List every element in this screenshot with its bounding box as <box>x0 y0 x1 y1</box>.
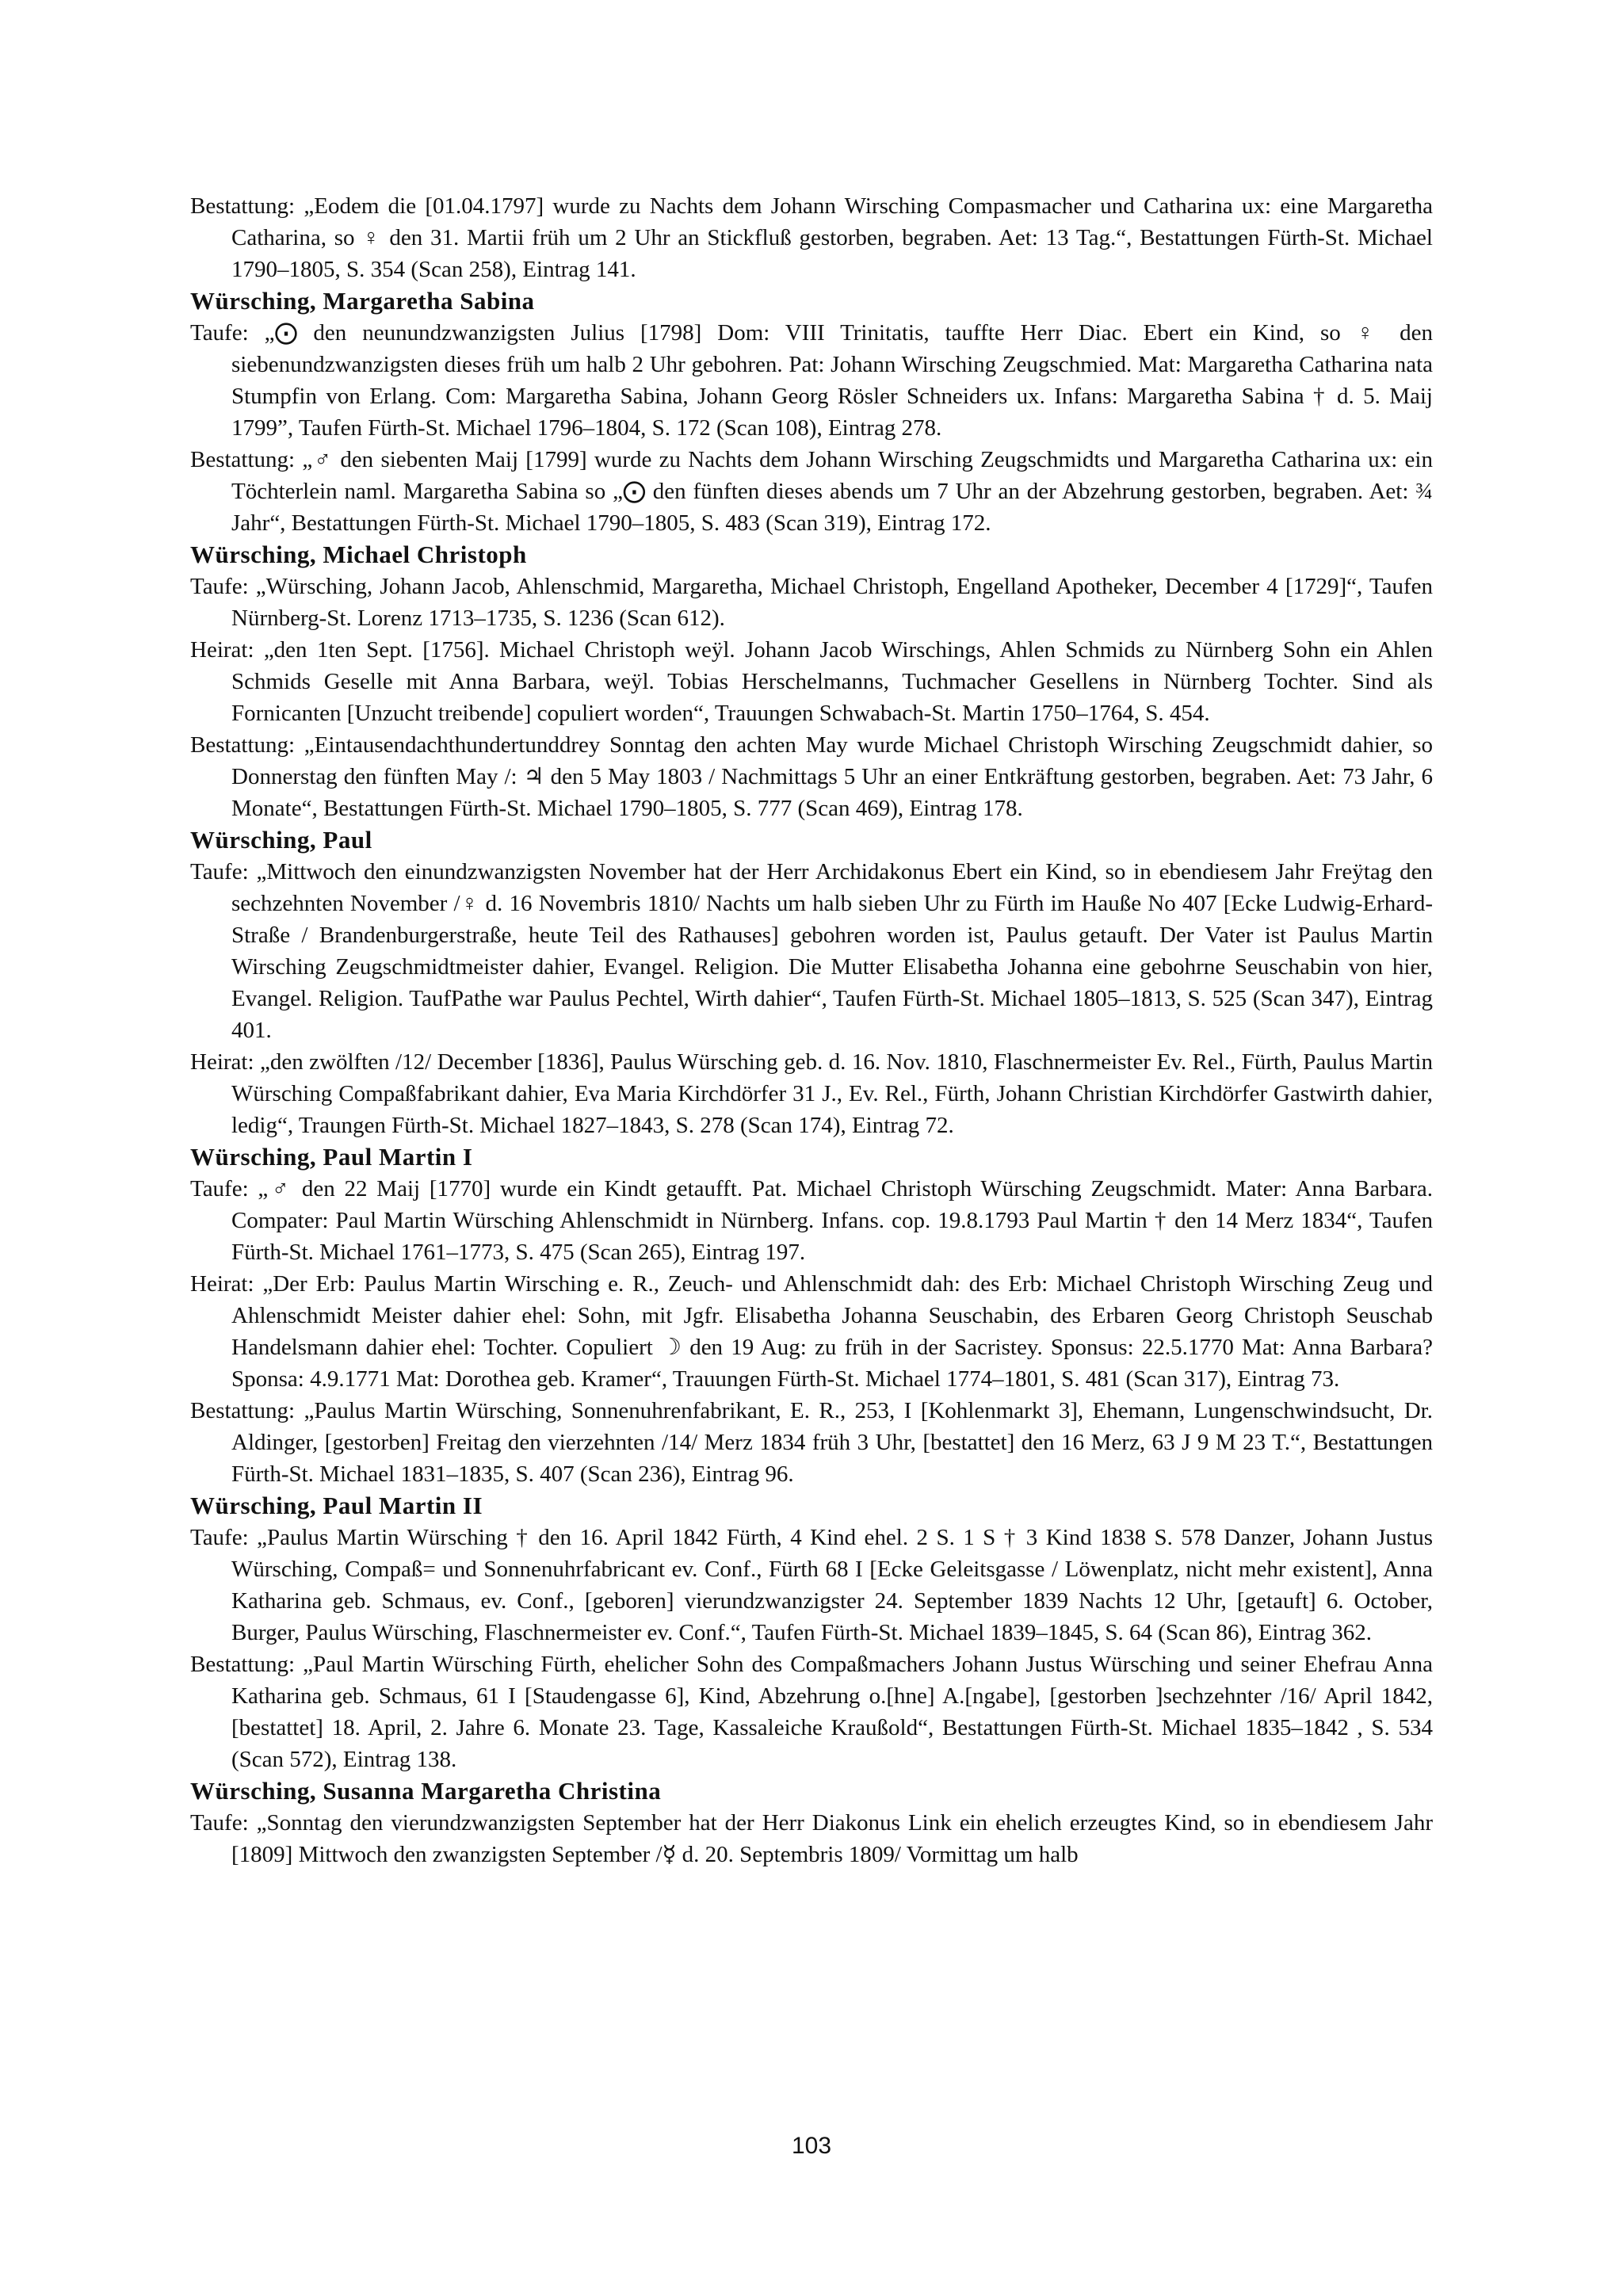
entry-taufe: Taufe: „♂ den 22 Maij [1770] wurde ein Kindt getaufft. Pat. Michael Christoph Würsching Zeugschmidt. Mater: Anna Barbara. Compater: Paul Martin Würsching Ahlenschmidt in Nürnberg. Infans. cop. 19.8.1793 Paul Martin † den 14 Merz 1834“, Taufen Fürth-St. Michael 1761–1773, S. 475 (Scan 265), Eintrag 197. <box>190 1176 1433 1265</box>
person-heading: Würsching, Susanna Margaretha Christina <box>190 1777 662 1805</box>
entry-bestattung: Bestattung: „♂ den siebenten Maij [1799] wurde zu Nachts dem Johann Wirsching Zeugschmidts und Margaretha Catharina ux: ein Töchterlein naml. Margaretha Sabina so „⨀ den fünften dieses abends um 7 Uhr an der Abzehrung gestorben, begraben. Aet: ¾ Jahr“, Bestattungen Fürth-St. Michael 1790–1805, S. 483 (Scan 319), Eintrag 172. <box>190 447 1433 536</box>
entry-heirat: Heirat: „Der Erb: Paulus Martin Wirsching e. R., Zeuch- und Ahlenschmidt dah: des Erb: Michael Christoph Wirsching Zeug und Ahlenschmidt Meister dahier ehel: Sohn, mit Jgfr. Elisabetha Johanna Seuschabin, des Erbaren Georg Christoph Seuschab Handelsmann dahier ehel: Tochter. Copuliert ☽ den 19 Aug: zu früh in der Sacristey. Sponsus: 22.5.1770 Mat: Anna Barbara? Sponsa: 4.9.1771 Mat: Dorothea geb. Kramer“, Trauungen Fürth-St. Michael 1774–1801, S. 481 (Scan 317), Eintrag 73. <box>190 1271 1433 1392</box>
person-heading: Würsching, Paul <box>190 826 372 854</box>
entry-bestattung: Bestattung: „Paul Martin Würsching Fürth, ehelicher Sohn des Compaßmachers Johann Justus Würsching und seiner Ehefrau Anna Katharina geb. Schmaus, 61 I [Staudengasse 6], Kind, Abzehrung o.[hne] A.[ngabe], [gestorben ]sechzehnter /16/ April 1842, [bestattet] 18. April, 2. Jahre 6. Monate 23. Tage, Kassaleiche Kraußold“, Bestattungen Fürth-St. Michael 1835–1842 , S. 534 (Scan 572), Eintrag 138. <box>190 1652 1433 1772</box>
entry-heirat: Heirat: „den zwölften /12/ December [1836], Paulus Würsching geb. d. 16. Nov. 1810, Flaschnermeister Ev. Rel., Fürth, Paulus Martin Würsching Compaßfabrikant dahier, Eva Maria Kirchdörfer 31 J., Ev. Rel., Fürth, Johann Christian Kirchdörfer Gastwirth dahier, ledig“, Traungen Fürth-St. Michael 1827–1843, S. 278 (Scan 174), Eintrag 72. <box>190 1049 1433 1138</box>
entry-taufe: Taufe: „Sonntag den vierundzwanzigsten September hat der Herr Diakonus Link ein ehelich erzeugtes Kind, so in ebendiesem Jahr [1809] Mittwoch den zwanzigsten September /☿ d. 20. Septembris 1809/ Vormittag um halb <box>190 1810 1433 1867</box>
entry-taufe: Taufe: „Paulus Martin Würsching † den 16. April 1842 Fürth, 4 Kind ehel. 2 S. 1 S † 3 Kind 1838 S. 578 Danzer, Johann Justus Würsching, Compaß= und Sonnenuhrfabricant ev. Conf., Fürth 68 I [Ecke Geleitsgasse / Löwenplatz, nicht mehr existent], Anna Katharina geb. Schmaus, ev. Conf., [geboren] vierundzwanzigster 24. September 1839 Nachts 12 Uhr, [getauft] 6. October, Burger, Paulus Würsching, Flaschnermeister ev. Conf.“, Taufen Fürth-St. Michael 1839–1845, S. 64 (Scan 86), Eintrag 362. <box>190 1525 1433 1645</box>
person-heading: Würsching, Paul Martin II <box>190 1492 483 1519</box>
person-heading: Würsching, Margaretha Sabina <box>190 287 535 315</box>
person-heading: Würsching, Michael Christoph <box>190 541 527 568</box>
entry-taufe: Taufe: „Würsching, Johann Jacob, Ahlenschmid, Margaretha, Michael Christoph, Engelland Apotheker, December 4 [1729]“, Taufen Nürnberg-St. Lorenz 1713–1735, S. 1236 (Scan 612). <box>190 574 1433 631</box>
entry-heirat: Heirat: „den 1ten Sept. [1756]. Michael Christoph weÿl. Johann Jacob Wirschings, Ahlen Schmids zu Nürnberg Sohn ein Ahlen Schmids Geselle mit Anna Barbara, weÿl. Tobias Herschelmanns, Tuchmacher Gesellens in Nürnberg Tochter. Sind als Fornicanten [Unzucht treibende] copuliert worden“, Trauungen Schwabach-St. Martin 1750–1764, S. 454. <box>190 637 1433 726</box>
person-heading: Würsching, Paul Martin I <box>190 1143 473 1171</box>
page-number: 103 <box>791 2133 832 2159</box>
document-body <box>190 190 1433 1870</box>
entry-bestattung: Bestattung: „Eintausendachthundertunddrey Sonntag den achten May wurde Michael Christoph Wirsching Zeugschmidt dahier, so Donnerstag den fünften May /: ♃ den 5 May 1803 / Nachmittags 5 Uhr an einer Entkräftung gestorben, begraben. Aet: 73 Jahr, 6 Monate“, Bestattungen Fürth-St. Michael 1790–1805, S. 777 (Scan 469), Eintrag 178. <box>190 732 1433 821</box>
entry-bestattung: Bestattung: „Eodem die [01.04.1797] wurde zu Nachts dem Johann Wirsching Compasmacher und Catharina ux: eine Margaretha Catharina, so ♀ den 31. Martii früh um 2 Uhr an Stickfluß gestorben, begraben. Aet: 13 Tag.“, Bestattungen Fürth-St. Michael 1790–1805, S. 354 (Scan 258), Eintrag 141. <box>190 193 1433 282</box>
entry-taufe: Taufe: „Mittwoch den einundzwanzigsten November hat der Herr Archidakonus Ebert ein Kind, so in ebendiesem Jahr Freÿtag den sechzehnten November /♀ d. 16 Novembris 1810/ Nachts um halb sieben Uhr zu Fürth im Hauße No 407 [Ecke Ludwig-Erhard-Straße / Brandenburgerstraße, heute Teil des Rathauses] gebohren worden ist, Paulus getauft. Der Vater ist Paulus Martin Wirsching Zeugschmidtmeister dahier, Evangel. Religion. Die Mutter Elisabetha Johanna eine gebohrne Seuschabin von hier, Evangel. Religion. TaufPathe war Paulus Pechtel, Wirth dahier“, Taufen Fürth-St. Michael 1805–1813, S. 525 (Scan 347), Eintrag 401. <box>190 859 1433 1043</box>
entry-bestattung: Bestattung: „Paulus Martin Würsching, Sonnenuhrenfabrikant, E. R., 253, I [Kohlenmarkt 3], Ehemann, Lungenschwindsucht, Dr. Aldinger, [gestorben] Freitag den vierzehnten /14/ Merz 1834 früh 3 Uhr, [bestattet] den 16 Merz, 63 J 9 M 23 T.“, Bestattungen Fürth-St. Michael 1831–1835, S. 407 (Scan 236), Eintrag 96. <box>190 1398 1433 1487</box>
entry-taufe: Taufe: „⨀ den neunundzwanzigsten Julius [1798] Dom: VIII Trinitatis, tauffte Herr Diac. Ebert ein Kind, so ♀ den siebenundzwanzigsten dieses früh um halb 2 Uhr gebohren. Pat: Johann Wirsching Zeugschmied. Mat: Margaretha Catharina nata Stumpfin von Erlang. Com: Margaretha Sabina, Johann Georg Rösler Schneiders ux. Infans: Margaretha Sabina † d. 5. Maij 1799”, Taufen Fürth-St. Michael 1796–1804, S. 172 (Scan 108), Eintrag 278. <box>190 320 1433 441</box>
